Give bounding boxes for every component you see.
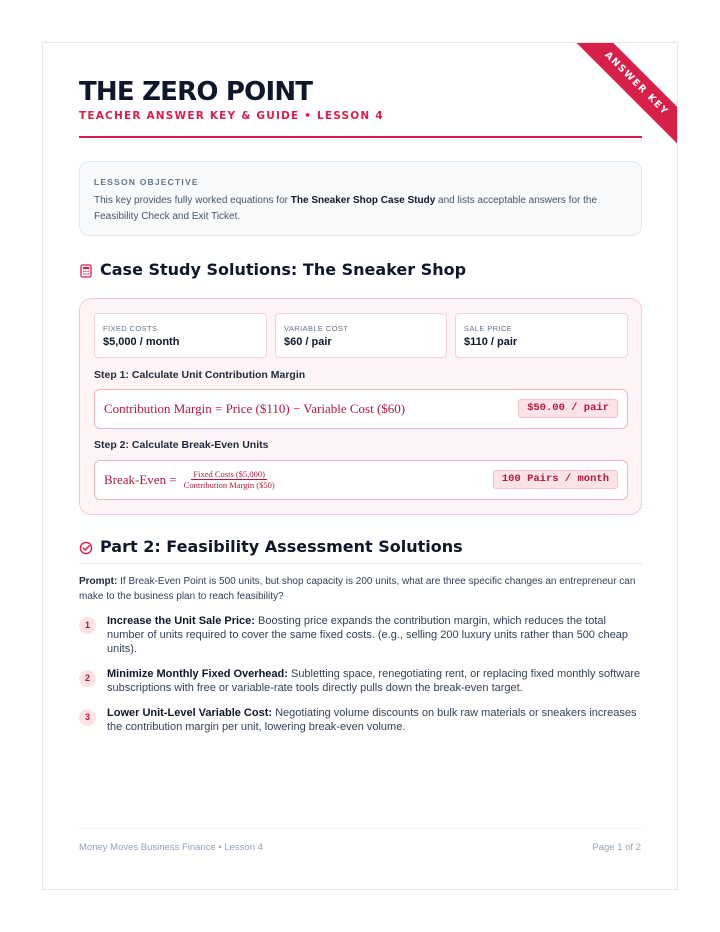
section-divider — [79, 563, 642, 564]
objective-text — [94, 193, 627, 225]
answer-text — [107, 706, 642, 734]
fraction-denominator: Contribution Margin ($50) — [183, 480, 275, 490]
check-circle-icon — [79, 540, 93, 554]
contribution-margin-equation: Contribution Margin = Price ($110) − Variable Cost ($60) — [104, 400, 406, 416]
case-study-heading — [79, 260, 642, 279]
answer-body: Negotiating volume discounts on bulk raw materials or sneakers increases the contribution margin per unit, lowering break-even volume. — [107, 707, 637, 733]
break-even-result: 100 Pairs / month — [493, 470, 618, 489]
contribution-margin-result: $50.00 / pair — [518, 399, 618, 418]
answer-body: Subletting space, renegotiating rent, or replacing fixed monthly software subscriptions with free or variable-rate tools directly pulls down the break-even target. — [107, 668, 641, 694]
answer-key-page — [42, 42, 678, 890]
fraction-numerator: Fixed Costs ($5,000) — [193, 469, 265, 479]
stat-label: FIXED COSTS — [103, 324, 158, 333]
objective-label: LESSON OBJECTIVE — [94, 177, 199, 187]
feasibility-heading — [79, 537, 642, 556]
step-2-label: Step 2: Calculate Break-Even Units — [94, 439, 269, 451]
calculator-icon — [79, 263, 93, 277]
prompt-label: Prompt: — [79, 576, 118, 587]
lesson-objective-box — [79, 161, 642, 236]
stat-label: VARIABLE COST — [284, 324, 349, 333]
answer-title: Minimize Monthly Fixed Overhead: — [107, 668, 288, 680]
list-item — [79, 614, 642, 656]
answer-number-badge: 1 — [79, 617, 96, 634]
answer-body: Boosting price expands the contribution margin, which reduces the total number of units required to cover the same fixed costs. (e.g., selling 200 luxury units rather than 500 cheap units). — [107, 615, 628, 655]
step-2-equation-box — [94, 460, 628, 500]
footer-divider — [79, 828, 642, 829]
objective-text-end: and lists acceptable answers for the Feasibility Check and Exit Ticket. — [94, 195, 598, 222]
fixed-costs-card — [94, 313, 267, 358]
break-even-equation — [104, 461, 277, 498]
stat-value: $110 / pair — [464, 336, 518, 348]
step-1-equation-box — [94, 389, 628, 429]
stat-value: $60 / pair — [284, 336, 332, 348]
answer-title: Increase the Unit Sale Price: — [107, 615, 255, 627]
stat-value: $5,000 / month — [103, 336, 180, 348]
header-divider — [79, 136, 642, 138]
case-study-panel — [79, 298, 642, 515]
break-even-fraction — [182, 469, 277, 490]
answer-key-ribbon: ANSWER KEY — [574, 42, 678, 146]
break-even-lhs: Break-Even = — [104, 471, 177, 487]
answer-text — [107, 614, 642, 656]
answer-text — [107, 667, 642, 695]
list-item — [79, 667, 642, 695]
objective-text-emphasis: The Sneaker Shop Case Study — [290, 195, 436, 206]
answer-title: Lower Unit-Level Variable Cost: — [107, 707, 273, 719]
step-1-label: Step 1: Calculate Unit Contribution Margin — [94, 369, 306, 381]
page-title: THE ZERO POINT — [79, 77, 313, 107]
answer-number-badge: 2 — [79, 670, 96, 687]
variable-cost-card — [275, 313, 447, 358]
case-study-heading-text: Case Study Solutions: The Sneaker Shop — [100, 260, 467, 279]
stat-label: SALE PRICE — [464, 324, 513, 333]
prompt-text: If Break-Even Point is 500 units, but shop capacity is 200 units, what are three specific changes an entrepreneur can make to the business plan to reach feasibility? — [79, 576, 636, 602]
footer-course-label: Money Moves Business Finance • Lesson 4 — [79, 842, 263, 853]
sale-price-card — [455, 313, 628, 358]
answer-number-badge: 3 — [79, 709, 96, 726]
list-item — [79, 706, 642, 734]
page-header — [79, 77, 643, 122]
page-subtitle: TEACHER ANSWER KEY & GUIDE • LESSON 4 — [79, 110, 384, 122]
feasibility-prompt — [79, 575, 642, 604]
feasibility-heading-text: Part 2: Feasibility Assessment Solutions — [100, 537, 463, 556]
page-number: Page 1 of 2 — [592, 842, 641, 853]
objective-text-start: This key provides fully worked equations for — [94, 195, 291, 206]
